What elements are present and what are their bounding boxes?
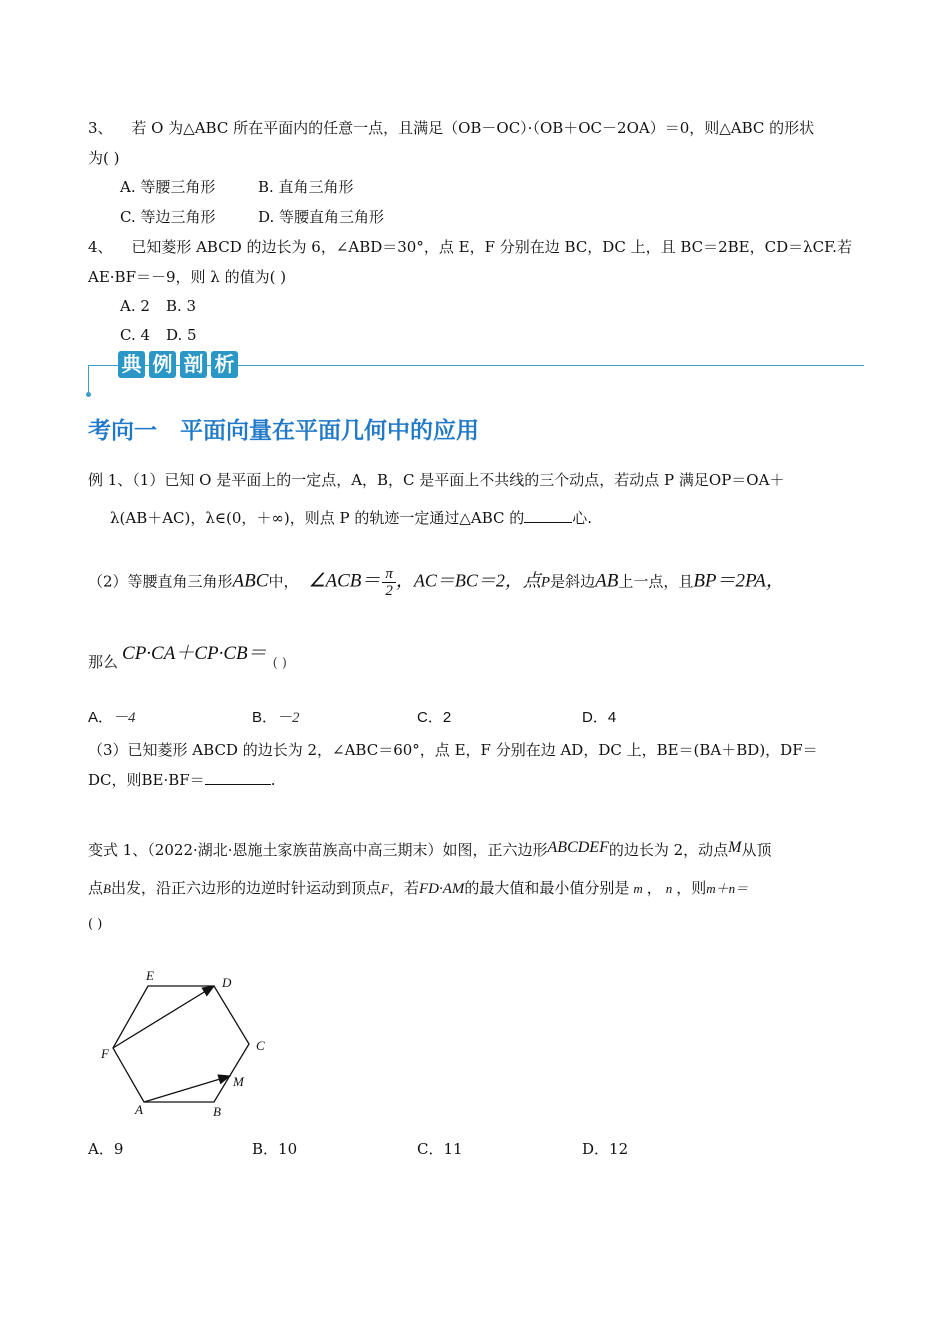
ex1-p3-line2 xyxy=(88,770,275,790)
vector-fd xyxy=(113,986,214,1048)
ex1-p1-line1: 例 1、（1）已知 O 是平面上的一定点，A，B，C 是平面上不共线的三个动点，若动点 P 满足OP＝OA＋ xyxy=(88,471,785,489)
banner-dot xyxy=(86,392,91,397)
banner-char-4: 析 xyxy=(211,351,238,378)
ex1-p2-option-d: D．4 xyxy=(582,709,617,726)
var1-hexagon-name: ABCDEF xyxy=(547,839,609,856)
section-banner xyxy=(88,348,864,398)
var1-line1-e: 从顶 xyxy=(741,841,772,859)
var1-line2: 点B出发，沿正六边形的边逆时针运动到顶点F，若FD·AM的最大值和最小值分别是 m ， n ，则m＋n＝ xyxy=(88,879,749,897)
ex1-p1-blank xyxy=(524,508,572,523)
ex1-p2-point-p: P xyxy=(540,574,551,591)
var1-line1-c: 的边长为 2，动点 xyxy=(608,841,729,859)
var1-line1-a: 变式 1、（2022·湖北·恩施土家族苗族高中高三期末）如图，正六边形 xyxy=(88,841,548,859)
section-title: 考向一 平面向量在平面几何中的应用 xyxy=(88,418,479,444)
q4-line1 xyxy=(88,237,852,257)
q3-option-d: D. 等腰直角三角形 xyxy=(258,208,385,226)
q4-option-a: A. 2 xyxy=(120,297,150,315)
q4-number: 4、 xyxy=(88,238,113,256)
ex1-p2-option-c: C．2 xyxy=(417,709,452,726)
ex1-p2-q-prefix: 那么 xyxy=(88,653,119,671)
q3-option-a: A. 等腰三角形 xyxy=(120,178,216,196)
ex1-p1-line2-end: 心. xyxy=(572,509,593,527)
ex1-p2-prefix: （2）等腰直角三角形 xyxy=(88,572,233,591)
ex1-p2-line1 xyxy=(88,566,785,599)
q3-number: 3、 xyxy=(88,119,113,137)
var1-point-m: M xyxy=(728,839,742,856)
q4-option-b: B. 3 xyxy=(166,297,197,315)
label-c: C xyxy=(256,1038,265,1053)
q3-stem: 若 O 为△ABC 所在平面内的任意一点，且满足（OB－OC）·（OB＋OC－2OA）＝0，则△ABC 的形状 xyxy=(131,119,815,137)
q4-option-d: D. 5 xyxy=(166,326,197,344)
q3-line2: 为( ) xyxy=(88,149,120,167)
banner-char-1: 典 xyxy=(118,351,145,378)
q4-stem: 已知菱形 ABCD 的边长为 6，∠ABD＝30°，点 E，F 分别在边 BC，DC 上，且 BC＝2BE，CD＝λCF.若 xyxy=(131,238,852,256)
hexagon-outline xyxy=(113,986,249,1102)
banner-char-3: 剖 xyxy=(180,351,207,378)
ex1-p3-end: . xyxy=(270,771,276,789)
q3-line1 xyxy=(88,118,814,138)
ex1-p2-mid: 中， xyxy=(268,572,299,591)
label-e: E xyxy=(146,968,154,983)
var1-option-b: B．10 xyxy=(252,1140,298,1158)
ex1-p2-fraction xyxy=(382,566,396,599)
ex1-p2-option-b: B．－2 xyxy=(252,709,300,726)
label-m: M xyxy=(233,1074,244,1089)
ex1-p2-angle: ∠ACB＝ xyxy=(308,570,381,592)
ex1-p3-blank xyxy=(205,770,271,785)
ex1-p2-ab: AB xyxy=(595,570,619,592)
ex1-p2-question xyxy=(88,643,287,674)
q4-option-c: C. 4 xyxy=(120,326,151,344)
fraction-denominator: 2 xyxy=(385,583,393,599)
label-a: A xyxy=(135,1102,143,1117)
banner-vertical-rule xyxy=(88,365,89,395)
var1-line1 xyxy=(88,840,772,861)
var1-line3: ( ) xyxy=(88,917,103,932)
banner-char-2: 例 xyxy=(149,351,176,378)
ex1-p1-line2-text: λ(AB＋AC)，λ∈(0，＋∞)，则点 P 的轨迹一定通过△ABC 的 xyxy=(110,509,525,527)
q3-option-c: C. 等边三角形 xyxy=(120,208,216,226)
ex1-p2-option-a: A．－4 xyxy=(88,709,136,726)
ex1-p2-expression: CP·CA＋CP·CB＝ xyxy=(122,643,267,664)
ex1-p2-q-suffix: ( ) xyxy=(272,656,287,671)
label-f: F xyxy=(101,1046,109,1061)
ex1-p2-cond1: ，AC＝BC＝2，点 xyxy=(395,570,541,591)
ex1-p3-line1: （3）已知菱形 ABCD 的边长为 2，∠ABC＝60°，点 E，F 分别在边 AD，DC 上，BE＝(BA＋BD)，DF＝ xyxy=(88,741,818,759)
var1-option-d: D．12 xyxy=(582,1140,629,1158)
q3-option-b: B. 直角三角形 xyxy=(258,178,354,196)
var1-option-c: C．11 xyxy=(417,1140,463,1158)
q4-line2: AE·BF＝－9，则 λ 的值为( ) xyxy=(88,268,287,286)
hexagon-diagram xyxy=(95,960,285,1125)
label-b: B xyxy=(213,1104,221,1119)
label-d: D xyxy=(222,975,232,990)
ex1-p2-bp: BP＝2PA， xyxy=(693,570,785,592)
fraction-numerator: π xyxy=(382,566,396,583)
var1-option-a: A．9 xyxy=(88,1140,124,1158)
ex1-p2-abc: ABC xyxy=(232,570,269,592)
var1-dot-product: FD·AM xyxy=(418,881,465,897)
ex1-p3-line2-text: DC，则BE·BF＝ xyxy=(88,771,205,789)
ex1-p1-line2 xyxy=(110,508,592,528)
ex1-p2-cond3: 上一点，且 xyxy=(618,572,694,591)
ex1-p2-cond2: 是斜边 xyxy=(550,572,596,591)
